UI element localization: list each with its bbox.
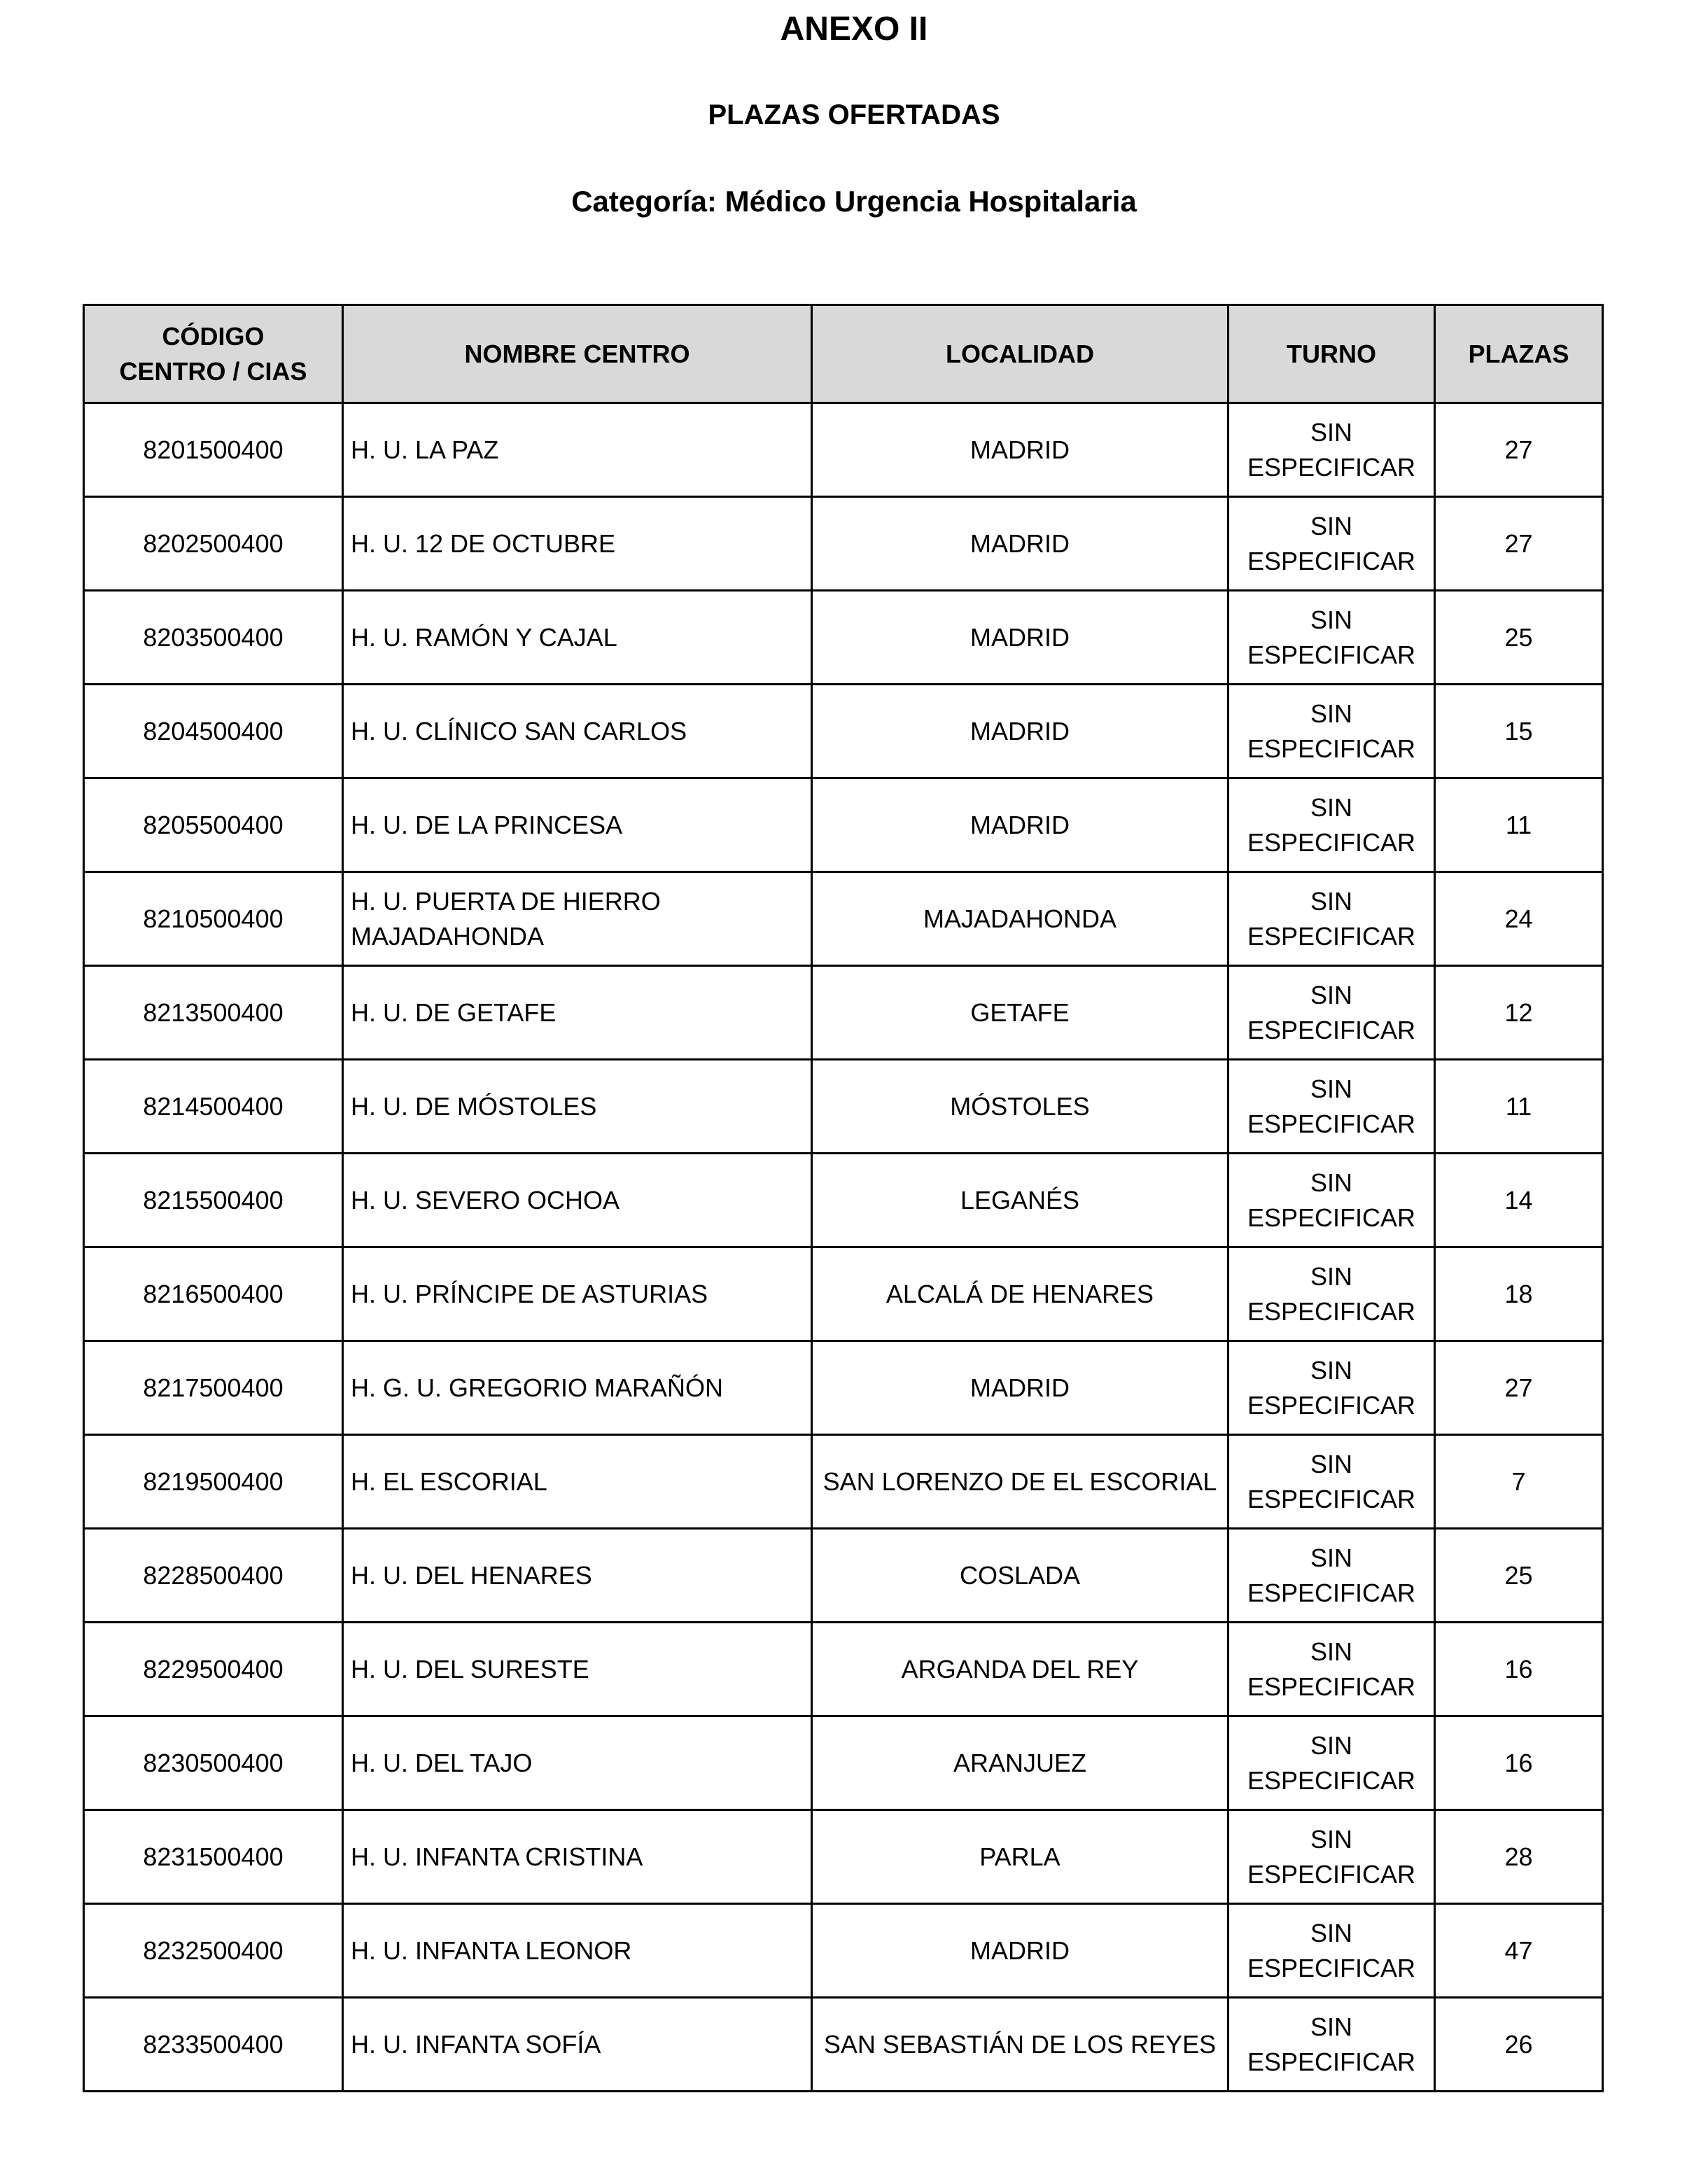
shift-line-2: ESPECIFICAR [1247,734,1416,763]
shift-line-2: ESPECIFICAR [1247,1672,1416,1701]
shift-line-2: ESPECIFICAR [1247,1859,1416,1889]
shift-line-2: ESPECIFICAR [1247,1109,1416,1138]
cell-locality: COSLADA [812,1529,1228,1623]
shift-line-2: ESPECIFICAR [1247,827,1416,857]
shift-line-1: SIN [1310,1918,1352,1947]
shift-line-1: SIN [1310,1261,1352,1291]
shift-line-2: ESPECIFICAR [1247,1296,1416,1326]
cell-locality: MADRID [812,778,1228,872]
cell-seats: 47 [1435,1904,1603,1998]
cell-code: 8232500400 [84,1904,343,1998]
table-header-row [84,305,1603,403]
cell-shift [1228,778,1435,872]
header-shift: TURNO [1228,305,1435,403]
cell-shift [1228,1904,1435,1998]
cell-seats: 7 [1435,1435,1603,1529]
cell-shift [1228,1341,1435,1435]
cell-code: 8214500400 [84,1060,343,1154]
cell-code: 8203500400 [84,591,343,685]
cell-locality: ALCALÁ DE HENARES [812,1247,1228,1341]
cell-shift [1228,1529,1435,1623]
cell-seats: 27 [1435,1341,1603,1435]
cell-shift [1228,1623,1435,1716]
cell-locality: PARLA [812,1810,1228,1904]
cell-name: H. U. DEL TAJO [343,1716,812,1810]
cell-code: 8215500400 [84,1154,343,1247]
cell-shift [1228,1060,1435,1154]
table-row [84,403,1603,497]
cell-name: H. U. PRÍNCIPE DE ASTURIAS [343,1247,812,1341]
cell-seats: 27 [1435,403,1603,497]
category-title: Categoría: Médico Urgencia Hospitalaria [571,185,1137,218]
cell-name: H. U. DEL HENARES [343,1529,812,1623]
shift-line-1: SIN [1310,1074,1352,1103]
cell-seats: 25 [1435,591,1603,685]
shift-line-2: ESPECIFICAR [1247,1390,1416,1420]
plazas-table [83,304,1604,2092]
cell-locality: MADRID [812,497,1228,591]
cell-code: 8233500400 [84,1998,343,2092]
cell-seats: 25 [1435,1529,1603,1623]
cell-code: 8210500400 [84,872,343,966]
shift-line-1: SIN [1310,1543,1352,1572]
cell-locality: ARANJUEZ [812,1716,1228,1810]
cell-seats: 28 [1435,1810,1603,1904]
cell-seats: 11 [1435,778,1603,872]
shift-line-1: SIN [1310,1730,1352,1760]
table-row [84,1716,1603,1810]
shift-line-1: SIN [1310,417,1352,447]
table-row [84,778,1603,872]
shift-line-2: ESPECIFICAR [1247,1953,1416,1982]
cell-locality: LEGANÉS [812,1154,1228,1247]
cell-locality: MÓSTOLES [812,1060,1228,1154]
header-locality: LOCALIDAD [812,305,1228,403]
cell-name: H. EL ESCORIAL [343,1435,812,1529]
shift-line-2: ESPECIFICAR [1247,640,1416,669]
cell-shift [1228,1998,1435,2092]
table-row [84,872,1603,966]
shift-line-2: ESPECIFICAR [1247,921,1416,951]
cell-name: H. U. CLÍNICO SAN CARLOS [343,685,812,778]
table-row [84,966,1603,1060]
cell-name: H. U. INFANTA SOFÍA [343,1998,812,2092]
cell-locality: MADRID [812,591,1228,685]
cell-code: 8201500400 [84,403,343,497]
cell-locality: MADRID [812,403,1228,497]
cell-code: 8231500400 [84,1810,343,1904]
shift-line-1: SIN [1310,792,1352,822]
cell-name: H. G. U. GREGORIO MARAÑÓN [343,1341,812,1435]
cell-code: 8230500400 [84,1716,343,1810]
offer-title: PLAZAS OFERTADAS [708,99,1000,130]
cell-name: H. U. DEL SURESTE [343,1623,812,1716]
cell-seats: 27 [1435,497,1603,591]
header-name: NOMBRE CENTRO [343,305,812,403]
table-row [84,1529,1603,1623]
cell-code: 8217500400 [84,1341,343,1435]
cell-name: H. U. DE LA PRINCESA [343,778,812,872]
cell-seats: 16 [1435,1623,1603,1716]
shift-line-2: ESPECIFICAR [1247,1015,1416,1044]
shift-line-1: SIN [1310,1824,1352,1854]
cell-locality: MADRID [812,685,1228,778]
cell-shift [1228,1716,1435,1810]
table-row [84,1341,1603,1435]
shift-line-1: SIN [1310,1637,1352,1666]
cell-name: H. U. RAMÓN Y CAJAL [343,591,812,685]
cell-code: 8229500400 [84,1623,343,1716]
cell-name: H. U. 12 DE OCTUBRE [343,497,812,591]
shift-line-2: ESPECIFICAR [1247,1765,1416,1795]
cell-name: H. U. DE GETAFE [343,966,812,1060]
table-row [84,1810,1603,1904]
cell-seats: 26 [1435,1998,1603,2092]
shift-line-1: SIN [1310,2012,1352,2041]
table-row [84,1435,1603,1529]
cell-locality: ARGANDA DEL REY [812,1623,1228,1716]
cell-seats: 15 [1435,685,1603,778]
cell-code: 8216500400 [84,1247,343,1341]
cell-name: H. U. LA PAZ [343,403,812,497]
table-row [84,1060,1603,1154]
cell-code: 8213500400 [84,966,343,1060]
cell-shift [1228,872,1435,966]
cell-locality: SAN SEBASTIÁN DE LOS REYES [812,1998,1228,2092]
shift-line-1: SIN [1310,605,1352,634]
shift-line-1: SIN [1310,1449,1352,1478]
cell-locality: MADRID [812,1341,1228,1435]
cell-shift [1228,1154,1435,1247]
cell-seats: 14 [1435,1154,1603,1247]
cell-seats: 12 [1435,966,1603,1060]
shift-line-1: SIN [1310,1168,1352,1197]
cell-name: H. U. PUERTA DE HIERRO MAJADAHONDA [343,872,812,966]
table-row [84,685,1603,778]
cell-seats: 11 [1435,1060,1603,1154]
cell-shift [1228,497,1435,591]
cell-name: H. U. SEVERO OCHOA [343,1154,812,1247]
table-row [84,497,1603,591]
cell-shift [1228,1435,1435,1529]
cell-code: 8204500400 [84,685,343,778]
shift-line-2: ESPECIFICAR [1247,452,1416,482]
cell-locality: MAJADAHONDA [812,872,1228,966]
cell-shift [1228,1810,1435,1904]
table-row [84,1904,1603,1998]
header-seats: PLAZAS [1435,305,1603,403]
cell-shift [1228,403,1435,497]
shift-line-1: SIN [1310,1355,1352,1385]
table-row [84,1623,1603,1716]
cell-code: 8205500400 [84,778,343,872]
table-row [84,591,1603,685]
cell-code: 8228500400 [84,1529,343,1623]
cell-code: 8202500400 [84,497,343,591]
shift-line-2: ESPECIFICAR [1247,546,1416,575]
cell-seats: 24 [1435,872,1603,966]
cell-name: H. U. INFANTA CRISTINA [343,1810,812,1904]
cell-locality: MADRID [812,1904,1228,1998]
shift-line-2: ESPECIFICAR [1247,1484,1416,1513]
cell-shift [1228,966,1435,1060]
table-row [84,1154,1603,1247]
annex-title: ANEXO II [780,10,928,48]
cell-shift [1228,1247,1435,1341]
cell-locality: SAN LORENZO DE EL ESCORIAL [812,1435,1228,1529]
cell-seats: 18 [1435,1247,1603,1341]
table-row [84,1247,1603,1341]
cell-shift [1228,591,1435,685]
cell-seats: 16 [1435,1716,1603,1810]
shift-line-2: ESPECIFICAR [1247,2047,1416,2076]
shift-line-2: ESPECIFICAR [1247,1578,1416,1607]
shift-line-1: SIN [1310,886,1352,916]
shift-line-1: SIN [1310,511,1352,540]
cell-locality: GETAFE [812,966,1228,1060]
cell-name: H. U. INFANTA LEONOR [343,1904,812,1998]
header-code: CÓDIGO CENTRO / CIAS [84,305,343,403]
cell-name: H. U. DE MÓSTOLES [343,1060,812,1154]
cell-code: 8219500400 [84,1435,343,1529]
shift-line-2: ESPECIFICAR [1247,1203,1416,1232]
shift-line-1: SIN [1310,699,1352,728]
shift-line-1: SIN [1310,980,1352,1009]
cell-shift [1228,685,1435,778]
table-row [84,1998,1603,2092]
